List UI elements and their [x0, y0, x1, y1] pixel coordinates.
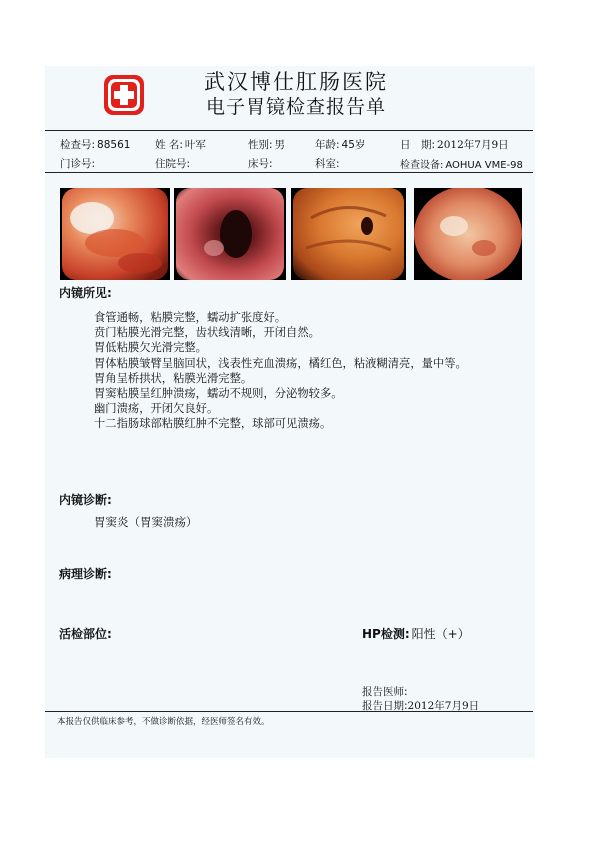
device-field	[400, 156, 523, 171]
hp-test-value: 阳性（+）	[411, 627, 470, 641]
date-label: 日 期:	[400, 139, 436, 151]
finding-line: 幽门溃疡，开闭欠良好。	[94, 402, 219, 416]
divider-bottom	[45, 711, 533, 712]
dept-label: 科室:	[315, 158, 340, 170]
doctor-field	[362, 684, 408, 699]
gender-field	[248, 137, 285, 152]
diagnosis-text: 胃窦炎（胃窦溃疡）	[94, 515, 198, 529]
age-label: 年龄:	[315, 139, 340, 151]
inpatient-label: 住院号:	[155, 158, 191, 170]
finding-line: 胃角呈桥拱状，粘膜光滑完整。	[94, 371, 253, 385]
finding-line: 胃窦粘膜呈红肿溃疡，蠕动不规则，分泌物较多。	[94, 387, 343, 401]
device-value: AOHUA VME-98	[445, 160, 523, 171]
endoscopy-image-3	[291, 188, 406, 280]
gender-label: 性别:	[248, 139, 273, 151]
exam-no-value: 88561	[97, 139, 131, 151]
divider-top	[45, 130, 533, 131]
name-label: 姓 名:	[155, 139, 183, 151]
name-field	[155, 137, 206, 152]
finding-line: 胃低粘膜欠光滑完整。	[94, 341, 207, 355]
endoscopy-image-2	[174, 188, 286, 280]
endoscopy-image-4	[414, 188, 522, 280]
finding-line: 十二指肠球部粘膜红肿不完整，球部可见溃疡。	[94, 417, 332, 431]
report-title: 电子胃镜检查报告单	[205, 96, 386, 118]
finding-line: 贲门粘膜光滑完整，齿状线清晰，开闭自然。	[94, 326, 320, 340]
endoscopy-image-1	[60, 188, 170, 280]
hp-test-field	[362, 625, 470, 642]
name-value: 叶军	[184, 139, 206, 151]
hospital-name: 武汉博仕肛肠医院	[204, 70, 388, 94]
exam-no-field	[60, 137, 130, 152]
hospital-logo-icon	[103, 74, 145, 116]
divider-info	[45, 172, 533, 173]
finding-line: 食管通畅，粘膜完整，蠕动扩张度好。	[94, 311, 287, 324]
device-label: 检查设备:	[400, 160, 444, 171]
bed-field	[248, 156, 273, 171]
doctor-label: 报告医师:	[362, 686, 408, 698]
gender-value: 男	[274, 139, 286, 151]
date-field	[400, 137, 509, 152]
diagnosis-label: 内镜诊断:	[59, 493, 112, 507]
finding-line: 胃体粘膜皱臂呈脑回状，浅表性充血溃疡，橘红色，粘液糊清亮，量中等。	[94, 356, 467, 370]
bed-label: 床号:	[248, 158, 273, 170]
hp-test-label: HP检测:	[362, 627, 410, 641]
biopsy-site-label: 活检部位:	[59, 627, 112, 641]
exam-no-label: 检查号:	[60, 139, 96, 151]
age-field	[315, 137, 365, 152]
pathology-label: 病理诊断:	[59, 567, 112, 581]
age-value: 45岁	[341, 139, 366, 151]
report-date-value: 2012年7月9日	[407, 700, 480, 712]
outpatient-field	[60, 156, 95, 171]
findings-text	[94, 310, 467, 432]
outpatient-label: 门诊号:	[60, 158, 96, 170]
date-value: 2012年7月9日	[437, 139, 509, 151]
dept-field	[315, 156, 340, 171]
report-date-label: 报告日期:	[362, 700, 408, 712]
footer-disclaimer: 本报告仅供临床参考，不做诊断依据，经医师签名有效。	[57, 717, 270, 727]
inpatient-field	[155, 156, 190, 171]
findings-label: 内镜所见:	[59, 286, 112, 300]
